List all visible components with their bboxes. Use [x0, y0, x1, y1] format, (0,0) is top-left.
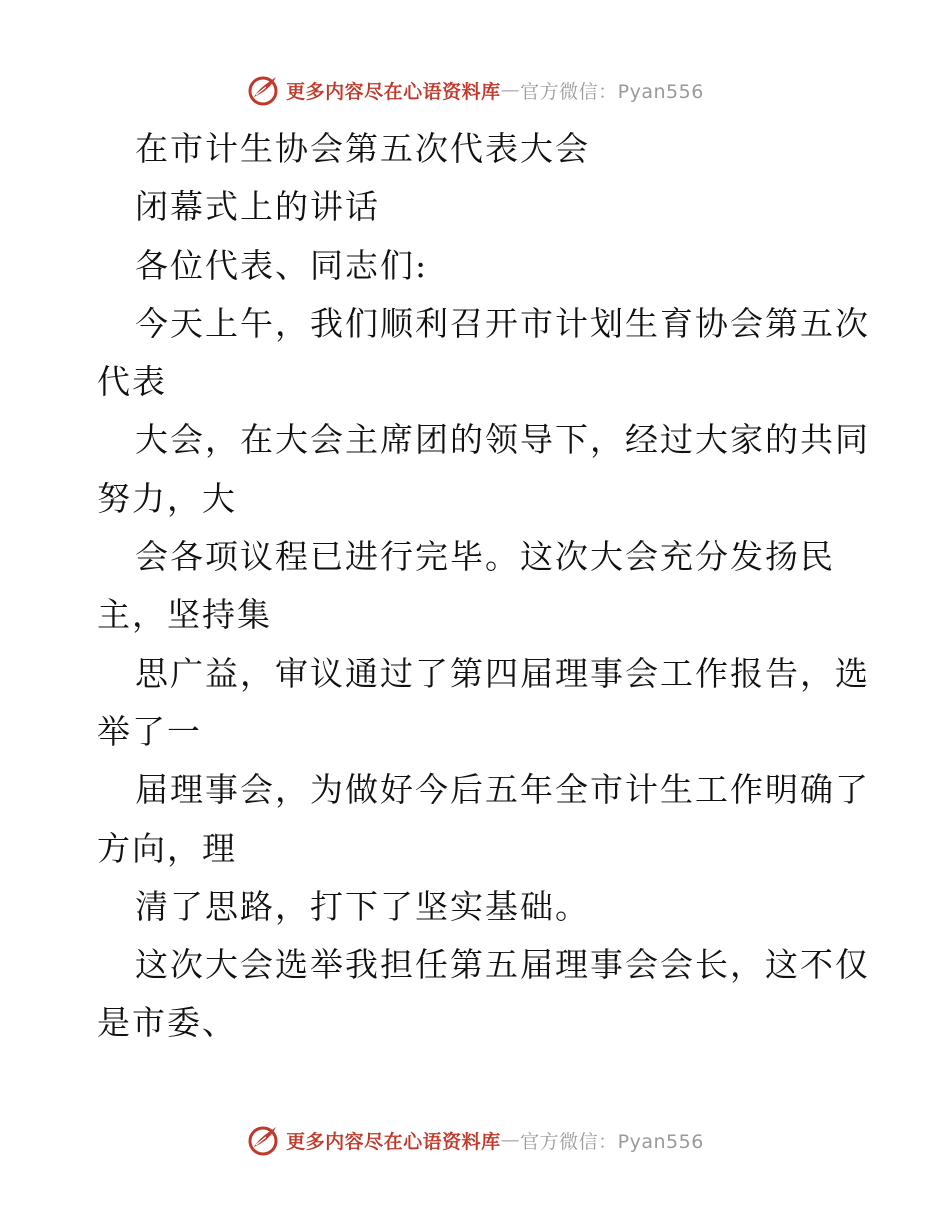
paragraph-line: 思广益，审议通过了第四届理事会工作报告，选 — [135, 653, 870, 693]
paragraph-line: 主，坚持集 — [97, 595, 272, 635]
salutation: 各位代表、同志们: — [135, 245, 429, 285]
feather-swirl-logo-icon — [246, 1123, 280, 1157]
paragraph-line: 这次大会选举我担任第五届理事会会长，这不仅 — [135, 945, 870, 985]
watermark-wechat-text: 官方微信：Pyan556 — [520, 80, 704, 103]
document-body — [97, 120, 870, 1053]
paragraph-line: 大会，在大会主席团的领导下，经过大家的共同 — [135, 420, 870, 460]
watermark-wechat-text: 官方微信：Pyan556 — [520, 1130, 704, 1153]
paragraph-line: 努力，大 — [97, 478, 237, 518]
watermark-dash: — — [500, 79, 521, 101]
watermark-site-text: 更多内容尽在心语资料库 — [286, 1130, 501, 1153]
title-line-1: 在市计生协会第五次代表大会 — [135, 129, 590, 168]
header-watermark — [0, 70, 950, 110]
watermark-site-text: 更多内容尽在心语资料库 — [286, 80, 501, 103]
paragraph-line: 举了一 — [97, 711, 202, 751]
paragraph-line: 方向，理 — [97, 828, 237, 868]
paragraph-line: 届理事会，为做好今后五年全市计生工作明确了 — [135, 770, 870, 810]
paragraph-line: 会各项议程已进行完毕。这次大会充分发扬民 — [135, 537, 835, 577]
footer-watermark — [0, 1120, 950, 1160]
paragraph-line: 代表 — [97, 362, 167, 402]
title-line-2: 闭幕式上的讲话 — [135, 187, 380, 227]
paragraph-line: 清了思路，打下了坚实基础。 — [135, 886, 590, 926]
feather-swirl-logo-icon — [246, 73, 280, 107]
paragraph-line: 今天上午，我们顺利召开市计划生育协会第五次 — [135, 303, 870, 343]
watermark-dash: — — [500, 1129, 521, 1151]
paragraph-line: 是市委、 — [97, 1003, 237, 1043]
